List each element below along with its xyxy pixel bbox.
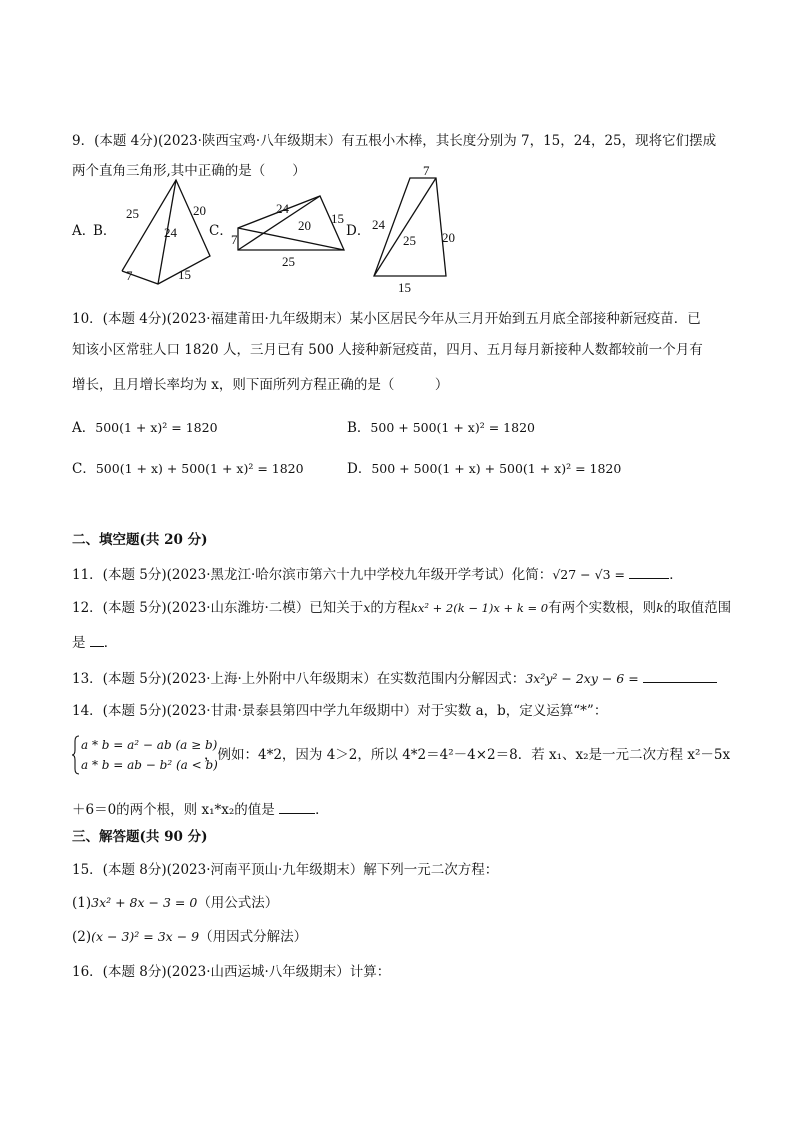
q15-part-1-label: (1) bbox=[72, 895, 92, 911]
fig-c-label-25: 25 bbox=[282, 254, 295, 269]
q12-line-2-text: 是 bbox=[72, 635, 86, 651]
q9-option-c-label: C． bbox=[209, 223, 233, 239]
q12-text-3: 有两个实数根，则 bbox=[548, 600, 657, 616]
fig-b-label-15: 15 bbox=[178, 267, 191, 282]
q14-line-3-end: ． bbox=[315, 802, 329, 818]
q9-option-b-label: B． bbox=[93, 223, 117, 239]
q14-line-3-text: ＋6＝0的两个根，则 x₁*x₂的值是 bbox=[72, 802, 275, 818]
q10-option-b bbox=[347, 418, 535, 438]
q10-option-b-equation: 500 + 500(1 + x)² = 1820 bbox=[370, 420, 535, 435]
q12-var-k: k bbox=[656, 600, 664, 615]
section-solve-heading: 三、解答题(共 90 分) bbox=[72, 829, 208, 845]
q11-expression: √27 − √3 = bbox=[552, 567, 625, 582]
q11-end: ． bbox=[669, 567, 683, 583]
fig-b-label-24: 24 bbox=[164, 225, 177, 240]
q12-answer-blank[interactable] bbox=[90, 632, 104, 647]
q15-line: 15．(本题 8分)(2023·河南平顶山·九年级期末）解下列一元二次方程： bbox=[72, 862, 499, 878]
fig-d-label-15: 15 bbox=[398, 280, 411, 295]
fig-d-label-7: 7 bbox=[423, 163, 430, 178]
q9-figure-d bbox=[366, 162, 466, 298]
fig-d-label-25: 25 bbox=[403, 233, 416, 248]
q14-line-1: 14．(本题 5分)(2023·甘肃·景泰县第四中学九年级期中）对于实数 a，b，定义运算“*”： bbox=[72, 703, 608, 719]
q14-line-2-text: ，例如：4*2，因为 4＞2，所以 4*2＝4²－4×2＝8．若 x₁、x₂是一元二次方程 x²－5x bbox=[204, 747, 731, 763]
q12-var-x: x bbox=[363, 600, 371, 615]
q16-line: 16．(本题 8分)(2023·山西运城·八年级期末）计算： bbox=[72, 964, 391, 980]
q12-text: 12．(本题 5分)(2023·山东潍坊·二模）已知关于 bbox=[72, 600, 364, 616]
q10-option-d-label: D． bbox=[347, 461, 372, 477]
q9-option-d-label: D． bbox=[346, 223, 371, 239]
section-fill-in-heading: 二、填空题(共 20 分) bbox=[72, 532, 208, 548]
q15-part-2-equation: (x − 3)² = 3x − 9 bbox=[91, 929, 200, 944]
q12-text-2: 的方程 bbox=[370, 600, 411, 616]
q15-part-1-equation: 3x² + 8x − 3 = 0 bbox=[91, 895, 198, 910]
q10-line-3: 增长，且月增长率均为 x，则下面所列方程正确的是（ ） bbox=[72, 377, 449, 393]
q10-option-a-equation: 500(1 + x)² = 1820 bbox=[95, 420, 218, 435]
q12-line-1 bbox=[72, 598, 731, 618]
fig-b-label-7: 7 bbox=[126, 268, 133, 283]
q12-line-2 bbox=[72, 632, 117, 653]
q10-option-a-label: A． bbox=[72, 420, 96, 436]
q10-option-d bbox=[347, 459, 621, 479]
q13-line bbox=[72, 668, 717, 689]
q9-figure-b bbox=[112, 174, 224, 286]
q10-option-d-equation: 500 + 500(1 + x) + 500(1 + x)² = 1820 bbox=[371, 461, 622, 476]
fig-d-label-20: 20 bbox=[442, 230, 455, 245]
q12-text-4: 的取值范围 bbox=[663, 600, 732, 616]
q11-line bbox=[72, 564, 683, 585]
fig-c-label-7: 7 bbox=[231, 232, 238, 247]
fig-b-label-25: 25 bbox=[126, 206, 139, 221]
fig-b-label-20: 20 bbox=[193, 203, 206, 218]
q10-option-c-equation: 500(1 + x) + 500(1 + x)² = 1820 bbox=[95, 461, 304, 476]
q14-brace-icon bbox=[72, 735, 80, 775]
q10-option-c bbox=[72, 459, 304, 479]
q15-part-1-method: （用公式法） bbox=[197, 895, 279, 911]
q12-equation: kx² + 2(k − 1)x + k = 0 bbox=[410, 601, 549, 615]
q10-option-c-label: C． bbox=[72, 461, 96, 477]
q14-line-3 bbox=[72, 799, 329, 820]
q14-system-row-1: a * b = a² − ab (a ≥ b) bbox=[81, 738, 218, 752]
fig-c-label-24: 24 bbox=[276, 201, 289, 216]
q14-system-row-2: a * b = ab − b² (a < b) bbox=[81, 758, 218, 772]
q9-line-2: 两个直角三角形,其中正确的是（ ） bbox=[72, 163, 306, 179]
q10-option-a bbox=[72, 418, 218, 438]
q15-part-2 bbox=[72, 927, 307, 947]
fig-c-label-15: 15 bbox=[331, 211, 344, 226]
q15-part-2-method: （用因式分解法） bbox=[199, 929, 308, 945]
fig-c-label-20: 20 bbox=[298, 218, 311, 233]
q11-answer-blank[interactable] bbox=[629, 564, 669, 579]
q14-answer-blank[interactable] bbox=[279, 799, 315, 814]
q9-line-1: 9．(本题 4分)(2023·陕西宝鸡·八年级期末）有五根小木棒，其长度分别为 7，15，24，25，现将它们摆成 bbox=[72, 133, 717, 149]
q10-line-1: 10．(本题 4分)(2023·福建莆田·九年级期末）某小区居民今年从三月开始到五月底全部接种新冠疫苗．已 bbox=[72, 311, 701, 327]
q15-part-1 bbox=[72, 893, 278, 913]
q12-line-2-end: ． bbox=[103, 635, 118, 651]
q10-line-2: 知该小区常驻人口 1820 人，三月已有 500 人接种新冠疫苗，四月、五月每月新接种人数都较前一个月有 bbox=[72, 342, 703, 358]
q9-option-a-label: A． bbox=[72, 223, 96, 239]
q13-text: 13．(本题 5分)(2023·上海·上外附中八年级期末）在实数范围内分解因式： bbox=[72, 671, 526, 687]
q14-line-2 bbox=[72, 734, 730, 780]
fig-d-label-24: 24 bbox=[372, 217, 385, 232]
q13-expression: 3x²y² − 2xy − 6 = bbox=[525, 671, 639, 686]
q11-text: 11．(本题 5分)(2023·黑龙江·哈尔滨市第六十九中学校九年级开学考试）化简： bbox=[72, 567, 553, 583]
q15-part-2-label: (2) bbox=[72, 929, 92, 945]
q10-option-b-label: B． bbox=[347, 420, 371, 436]
q13-answer-blank[interactable] bbox=[643, 668, 717, 683]
q9-figure-c bbox=[228, 188, 352, 270]
q14-definition-system bbox=[72, 734, 218, 776]
